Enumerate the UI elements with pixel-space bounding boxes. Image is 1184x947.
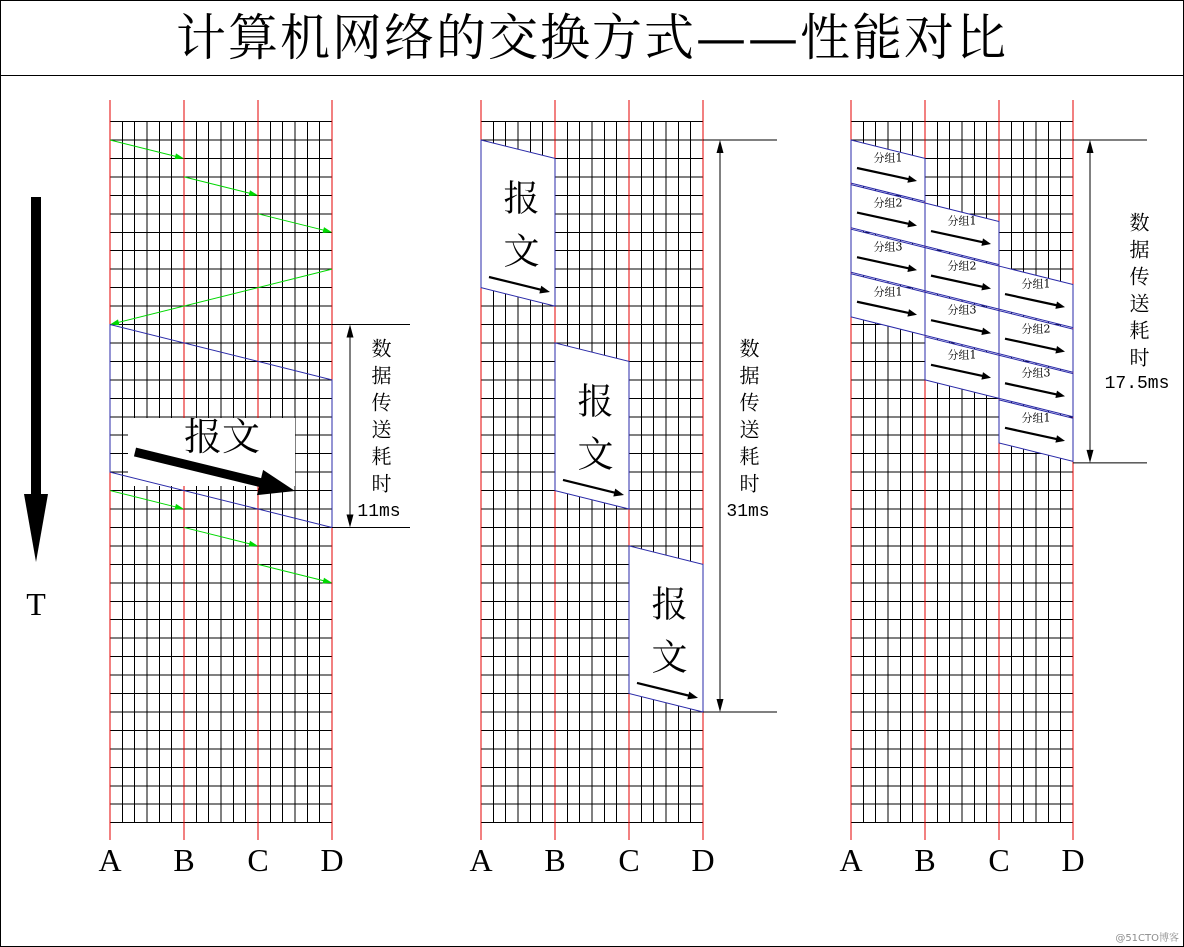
packet-label: 分组1 — [873, 285, 903, 299]
message-label: 报文 — [572, 381, 613, 488]
duration-label: 数据传送耗时 — [1126, 212, 1150, 374]
node-label-b: B — [914, 842, 936, 878]
duration-arrow-up — [347, 325, 354, 338]
signal-c-to-d-shaft — [258, 214, 324, 231]
duration-value: 17.5ms — [1104, 374, 1170, 394]
signal-a-to-b-head — [175, 153, 184, 159]
duration-arrow-up — [717, 140, 724, 153]
diagram-title: 计算机网络的交换方式——性能对比 — [176, 8, 1008, 67]
node-label-b: B — [544, 842, 566, 878]
release-c-to-d-shaft — [258, 564, 324, 581]
message-label: 报文 — [183, 415, 261, 459]
release-a-to-b-shaft — [110, 491, 176, 508]
node-label-d: D — [320, 842, 344, 878]
packet-label: 分组3 — [873, 240, 903, 254]
watermark: @51CTO博客 — [1115, 933, 1179, 944]
packet-label: 分组2 — [1021, 322, 1051, 336]
message-label: 报文 — [646, 584, 687, 691]
packet-label: 分组1 — [1021, 411, 1051, 425]
signal-b-to-c-head — [249, 190, 258, 196]
message-label: 报文 — [498, 179, 539, 285]
node-label-c: C — [247, 842, 269, 878]
release-b-to-c-shaft — [184, 527, 250, 544]
node-label-c: C — [988, 842, 1010, 878]
duration-value: 31ms — [726, 502, 770, 522]
release-c-to-d-head — [323, 578, 332, 584]
duration-arrow-up — [1087, 140, 1094, 153]
packet-label: 分组1 — [873, 151, 903, 165]
packet-label: 分组2 — [873, 196, 903, 210]
node-label-a: A — [839, 842, 863, 878]
release-b-to-c-head — [249, 541, 258, 547]
time-axis-label: T — [26, 586, 46, 622]
time-axis-arrow — [24, 197, 48, 562]
node-label-d: D — [1061, 842, 1085, 878]
time-axis-shaft — [31, 197, 41, 497]
packet-label: 分组1 — [947, 348, 977, 362]
packet-label: 分组1 — [1021, 277, 1051, 291]
signal-c-to-d-head — [323, 227, 332, 233]
node-label-a: A — [469, 842, 493, 878]
packet-label: 分组3 — [1021, 366, 1051, 380]
duration-label: 数据传送耗时 — [368, 338, 392, 500]
packet-label: 分组1 — [947, 214, 977, 228]
duration-value: 11ms — [357, 502, 401, 522]
node-label-a: A — [98, 842, 122, 878]
duration-arrow-down — [347, 514, 354, 527]
packet-label: 分组2 — [947, 259, 977, 273]
duration-arrow-down — [717, 699, 724, 712]
node-label-d: D — [691, 842, 715, 878]
signal-b-to-c-shaft — [184, 177, 250, 194]
duration-label: 数据传送耗时 — [736, 338, 760, 500]
duration-arrow-down — [1087, 450, 1094, 463]
release-a-to-b-head — [175, 504, 184, 510]
signal-a-to-b-shaft — [110, 140, 176, 157]
packet-label: 分组3 — [947, 303, 977, 317]
node-label-b: B — [173, 842, 195, 878]
time-axis-head — [24, 494, 48, 562]
signal-d-to-a-shaft — [118, 269, 332, 322]
node-label-c: C — [618, 842, 640, 878]
